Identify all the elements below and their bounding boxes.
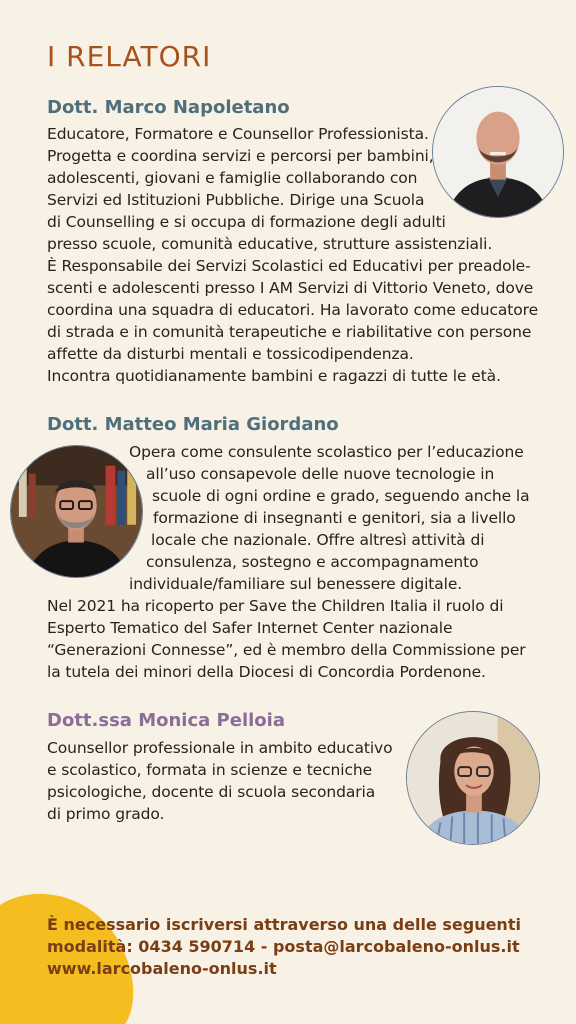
speaker-name-giordano: Dott. Matteo Maria Giordano [47, 414, 339, 435]
speaker-3-text-line: Counsellor professionale in ambito educativo [47, 739, 393, 757]
portrait-photo-woman-glasses-icon [406, 711, 540, 845]
speaker-1-text-line: scenti e adolescenti presso I AM Servizi di Vittorio Veneto, dove [47, 279, 534, 297]
speaker-2-text-line: consulenza, sostegno e accompagnamento [146, 553, 479, 571]
speaker-name-napoletano: Dott. Marco Napoletano [47, 97, 290, 118]
speaker-2-text-line: Nel 2021 ha ricoperto per Save the Children Italia il ruolo di [47, 597, 504, 615]
speaker-2-text-line: la tutela dei minori della Diocesi di Concordia Pordenone. [47, 663, 486, 681]
speaker-2-text-line: all’uso consapevole delle nuove tecnologie in [146, 465, 495, 483]
speaker-1-text-line: presso scuole, comunità educative, strutture assistenziali. [47, 235, 493, 253]
speaker-2-text-line: Opera come consulente scolastico per l’educazione [129, 443, 524, 461]
speaker-1-text-line: di strada e in comunità terapeutiche e riabilitative con persone [47, 323, 532, 341]
speaker-1-text-line: Progetta e coordina servizi e percorsi per bambini, [47, 147, 434, 165]
footer-website-link[interactable]: www.larcobaleno-onlus.it [47, 959, 277, 978]
speaker-1-text-line: affette da disturbi mentali e tossicodipendenza. [47, 345, 414, 363]
portrait-photo-man-glasses-bookshelf-icon [10, 445, 143, 578]
speaker-1-text-line: di Counselling e si occupa di formazione degli adulti [47, 213, 446, 231]
speaker-1-text-line: Servizi ed Istituzioni Pubbliche. Dirige una Scuola [47, 191, 425, 209]
footer-registration-text: È necessario iscriversi attraverso una delle seguenti [47, 915, 521, 934]
speaker-2-text-line: Esperto Tematico del Safer Internet Center nazionale [47, 619, 453, 637]
speaker-1-text-line: coordina una squadra di educatori. Ha lavorato come educatore [47, 301, 539, 319]
speaker-2-text-line: locale che nazionale. Offre altresì attività di [151, 531, 485, 549]
speaker-3-text-line: di primo grado. [47, 805, 165, 823]
speaker-2-text-line: scuole di ogni ordine e grado, seguendo anche la [152, 487, 530, 505]
speaker-3-text-line: e scolastico, formata in scienze e tecniche [47, 761, 373, 779]
footer-contact-line: modalità: 0434 590714 - posta@larcobaleno-onlus.it [47, 937, 520, 956]
speaker-1-text-line: adolescenti, giovani e famiglie collaborando con [47, 169, 418, 187]
speaker-1-text-line: Educatore, Formatore e Counsellor Professionista. [47, 125, 429, 143]
speaker-2-text-line: “Generazioni Connesse”, ed è membro della Commissione per [47, 641, 526, 659]
speaker-3-text-line: psicologiche, docente di scuola secondaria [47, 783, 376, 801]
speaker-name-pelloia: Dott.ssa Monica Pelloia [47, 710, 285, 731]
speaker-2-text-line: formazione di insegnanti e genitori, sia a livello [153, 509, 516, 527]
page-title: I RELATORI [47, 40, 212, 73]
speaker-1-text-line: Incontra quotidianamente bambini e ragazzi di tutte le età. [47, 367, 501, 385]
speaker-2-text-line: individuale/familiare sul benessere digitale. [129, 575, 463, 593]
portrait-photo-bald-man-beard-icon [432, 86, 564, 218]
speaker-1-text-line: È Responsabile dei Servizi Scolastici ed Educativi per preadole- [47, 257, 531, 275]
